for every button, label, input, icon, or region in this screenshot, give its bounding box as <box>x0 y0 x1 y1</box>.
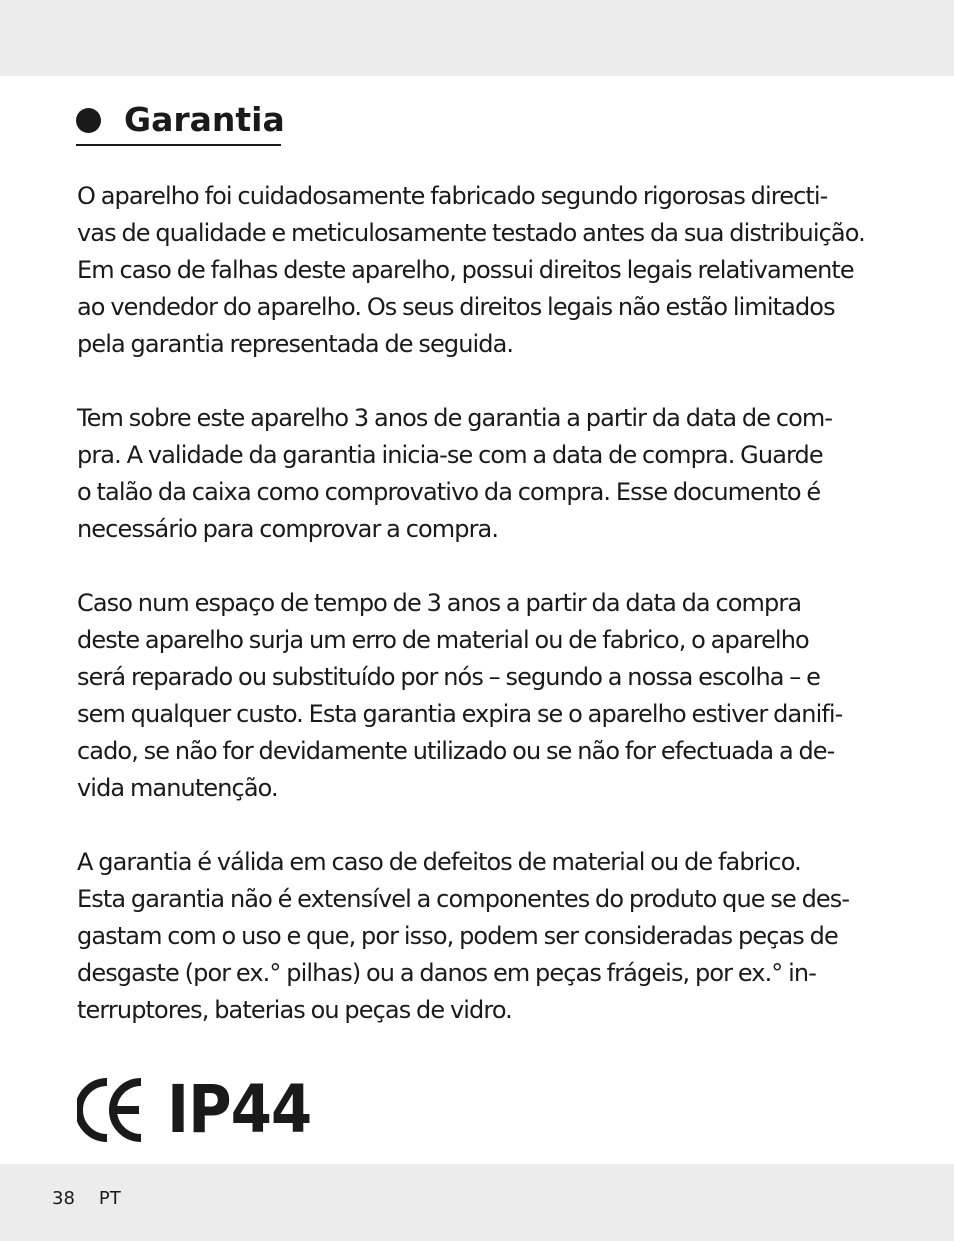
text-line: Em caso de falhas deste aparelho, possui direitos legais relativamente <box>77 256 854 284</box>
text-line: será reparado ou substituído por nós – segundo a nossa escolha – e <box>77 663 821 691</box>
paragraph-3 <box>77 585 887 807</box>
text-line: gastam com o uso e que, por isso, podem ser consideradas peças de <box>77 922 838 950</box>
top-band <box>0 0 954 76</box>
text-line: pra. A validade da garantia inicia-se com a data de compra. Guarde <box>77 441 823 469</box>
text-line: desgaste (por ex.° pilhas) ou a danos em peças frágeis, por ex.° in- <box>77 959 816 987</box>
text-line: Caso num espaço de tempo de 3 anos a partir da data da compra <box>77 589 802 617</box>
certification-marks <box>77 1071 312 1148</box>
paragraph-4 <box>77 844 887 1029</box>
text-line: o talão da caixa como comprovativo da compra. Esse documento é <box>77 478 821 506</box>
bottom-band <box>0 1164 954 1241</box>
text-line: sem qualquer custo. Esta garantia expira se o aparelho estiver danifi- <box>77 700 843 728</box>
paragraph-2 <box>77 400 887 548</box>
text-line: ao vendedor do aparelho. Os seus direitos legais não estão limitados <box>77 293 835 321</box>
text-line: Tem sobre este aparelho 3 anos de garantia a partir da data de com- <box>77 404 833 432</box>
text-line: deste aparelho surja um erro de material ou de fabrico, o aparelho <box>77 626 809 654</box>
section-heading <box>76 98 285 142</box>
page-footer <box>52 1186 121 1212</box>
language-code: PT <box>98 1188 121 1209</box>
ip-rating: IP44 <box>167 1071 312 1148</box>
heading-underline <box>76 144 281 146</box>
text-line: Esta garantia não é extensível a componentes do produto que se des- <box>77 885 850 913</box>
text-line: A garantia é válida em caso de defeitos de material ou de fabrico. <box>77 848 801 876</box>
text-line: O aparelho foi cuidadosamente fabricado segundo rigorosas directi- <box>77 182 828 210</box>
text-line: necessário para comprovar a compra. <box>77 515 499 543</box>
text-line: vas de qualidade e meticulosamente testado antes da sua distribuição. <box>77 219 865 247</box>
paragraph-1 <box>77 178 887 363</box>
ce-mark-icon <box>77 1078 143 1142</box>
text-line: pela garantia representada de seguida. <box>77 330 514 358</box>
warranty-text <box>77 178 887 1066</box>
text-line: vida manutenção. <box>77 774 278 802</box>
section-title: Garantia <box>124 100 285 139</box>
page-number: 38 <box>52 1188 75 1209</box>
bullet-icon <box>76 108 101 133</box>
text-line: terruptores, baterias ou peças de vidro. <box>77 996 512 1024</box>
text-line: cado, se não for devidamente utilizado ou se não for efectuada a de- <box>77 737 835 765</box>
